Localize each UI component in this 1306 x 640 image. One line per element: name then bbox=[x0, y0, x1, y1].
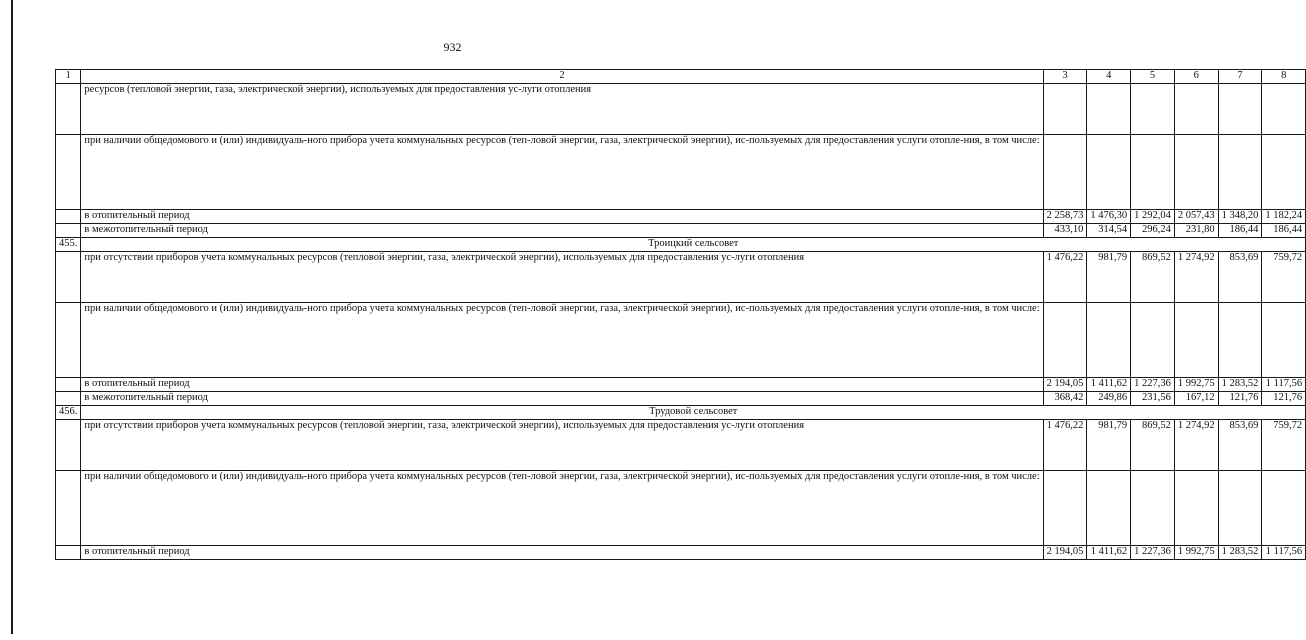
row-number-cell bbox=[56, 420, 81, 471]
value-cell bbox=[1131, 84, 1175, 135]
column-header: 6 bbox=[1174, 70, 1218, 84]
page-number: 932 bbox=[443, 40, 462, 54]
value-cell: 1 992,75 bbox=[1174, 378, 1218, 392]
tariff-table bbox=[55, 69, 1306, 560]
value-cell bbox=[1043, 84, 1087, 135]
value-cell bbox=[1087, 135, 1131, 210]
row-description: в межотопительный период bbox=[81, 224, 1043, 238]
value-cell: 121,76 bbox=[1262, 392, 1306, 406]
value-cell bbox=[1131, 471, 1175, 546]
value-cell bbox=[1174, 303, 1218, 378]
value-cell: 981,79 bbox=[1087, 252, 1131, 303]
row-number-cell bbox=[56, 252, 81, 303]
value-cell bbox=[1262, 471, 1306, 546]
value-cell bbox=[1043, 135, 1087, 210]
value-cell: 231,80 bbox=[1174, 224, 1218, 238]
value-cell bbox=[1174, 135, 1218, 210]
section-row bbox=[56, 406, 1306, 420]
value-cell: 853,69 bbox=[1218, 420, 1262, 471]
row-number-cell bbox=[56, 392, 81, 406]
value-cell: 186,44 bbox=[1262, 224, 1306, 238]
value-cell bbox=[1174, 471, 1218, 546]
value-cell: 231,56 bbox=[1131, 392, 1175, 406]
table-row bbox=[56, 303, 1306, 378]
value-cell bbox=[1218, 471, 1262, 546]
table-row bbox=[56, 224, 1306, 238]
table-row bbox=[56, 546, 1306, 560]
value-cell bbox=[1218, 135, 1262, 210]
row-number-cell bbox=[56, 303, 81, 378]
header-row bbox=[56, 70, 1306, 84]
value-cell: 167,12 bbox=[1174, 392, 1218, 406]
value-cell: 1 227,36 bbox=[1131, 546, 1175, 560]
value-cell bbox=[1131, 303, 1175, 378]
column-header: 8 bbox=[1262, 70, 1306, 84]
value-cell bbox=[1218, 84, 1262, 135]
page-binding-line bbox=[11, 0, 13, 634]
row-description: при отсутствии приборов учета коммунальных ресурсов (тепловой энергии, газа, электрической энергии), используемых для предоставления ус-луги отопления bbox=[81, 252, 1043, 303]
value-cell: 186,44 bbox=[1218, 224, 1262, 238]
table-row bbox=[56, 252, 1306, 303]
row-description: при наличии общедомового и (или) индивидуаль-ного прибора учета коммунальных ресурсов (теп-ловой энергии, газа, электрической энергии), ис-пользуемых для предоставления услуги отопле-ния, в том числе: bbox=[81, 135, 1043, 210]
value-cell: 1 476,22 bbox=[1043, 252, 1087, 303]
value-cell: 2 258,73 bbox=[1043, 210, 1087, 224]
column-header: 2 bbox=[81, 70, 1043, 84]
row-description: в отопительный период bbox=[81, 546, 1043, 560]
row-number-cell bbox=[56, 224, 81, 238]
value-cell: 433,10 bbox=[1043, 224, 1087, 238]
value-cell: 296,24 bbox=[1131, 224, 1175, 238]
value-cell: 759,72 bbox=[1262, 420, 1306, 471]
row-description: в межотопительный период bbox=[81, 392, 1043, 406]
section-row bbox=[56, 238, 1306, 252]
value-cell: 1 117,56 bbox=[1262, 378, 1306, 392]
table-row bbox=[56, 378, 1306, 392]
value-cell: 869,52 bbox=[1131, 420, 1175, 471]
value-cell bbox=[1087, 84, 1131, 135]
value-cell bbox=[1087, 303, 1131, 378]
row-number-cell bbox=[56, 378, 81, 392]
value-cell: 1 476,22 bbox=[1043, 420, 1087, 471]
section-title: Троицкий сельсовет bbox=[81, 238, 1306, 252]
value-cell: 1 292,04 bbox=[1131, 210, 1175, 224]
value-cell: 2 194,05 bbox=[1043, 378, 1087, 392]
table-row bbox=[56, 135, 1306, 210]
value-cell: 1 117,56 bbox=[1262, 546, 1306, 560]
value-cell: 1 348,20 bbox=[1218, 210, 1262, 224]
value-cell: 1 274,92 bbox=[1174, 420, 1218, 471]
value-cell: 1 227,36 bbox=[1131, 378, 1175, 392]
value-cell bbox=[1262, 135, 1306, 210]
table-row bbox=[56, 84, 1306, 135]
value-cell: 759,72 bbox=[1262, 252, 1306, 303]
value-cell: 869,52 bbox=[1131, 252, 1175, 303]
value-cell bbox=[1131, 135, 1175, 210]
row-number-cell bbox=[56, 471, 81, 546]
value-cell bbox=[1218, 303, 1262, 378]
value-cell: 853,69 bbox=[1218, 252, 1262, 303]
column-header: 4 bbox=[1087, 70, 1131, 84]
section-number: 455. bbox=[56, 238, 81, 252]
table-row bbox=[56, 210, 1306, 224]
table-row bbox=[56, 420, 1306, 471]
value-cell bbox=[1043, 303, 1087, 378]
value-cell: 368,42 bbox=[1043, 392, 1087, 406]
value-cell: 121,76 bbox=[1218, 392, 1262, 406]
value-cell bbox=[1087, 471, 1131, 546]
column-header: 7 bbox=[1218, 70, 1262, 84]
value-cell bbox=[1262, 84, 1306, 135]
value-cell bbox=[1174, 84, 1218, 135]
value-cell: 1 476,30 bbox=[1087, 210, 1131, 224]
section-title: Трудовой сельсовет bbox=[81, 406, 1306, 420]
value-cell: 981,79 bbox=[1087, 420, 1131, 471]
row-number-cell bbox=[56, 210, 81, 224]
value-cell: 1 411,62 bbox=[1087, 546, 1131, 560]
column-header: 5 bbox=[1131, 70, 1175, 84]
column-header: 1 bbox=[56, 70, 81, 84]
value-cell: 1 283,52 bbox=[1218, 546, 1262, 560]
value-cell: 2 194,05 bbox=[1043, 546, 1087, 560]
value-cell: 1 283,52 bbox=[1218, 378, 1262, 392]
row-number-cell bbox=[56, 546, 81, 560]
row-number-cell bbox=[56, 84, 81, 135]
row-description: в отопительный период bbox=[81, 210, 1043, 224]
row-description: при отсутствии приборов учета коммунальных ресурсов (тепловой энергии, газа, электрической энергии), используемых для предоставления ус-луги отопления bbox=[81, 420, 1043, 471]
row-description: ресурсов (тепловой энергии, газа, электрической энергии), используемых для предоставления ус-луги отопления bbox=[81, 84, 1043, 135]
row-description: в отопительный период bbox=[81, 378, 1043, 392]
value-cell: 249,86 bbox=[1087, 392, 1131, 406]
row-description: при наличии общедомового и (или) индивидуаль-ного прибора учета коммунальных ресурсов (теп-ловой энергии, газа, электрической энергии), ис-пользуемых для предоставления услуги отопле-ния, в том числе: bbox=[81, 471, 1043, 546]
row-number-cell bbox=[56, 135, 81, 210]
value-cell: 1 992,75 bbox=[1174, 546, 1218, 560]
value-cell bbox=[1262, 303, 1306, 378]
value-cell: 1 182,24 bbox=[1262, 210, 1306, 224]
value-cell: 314,54 bbox=[1087, 224, 1131, 238]
value-cell: 1 274,92 bbox=[1174, 252, 1218, 303]
value-cell: 2 057,43 bbox=[1174, 210, 1218, 224]
row-description: при наличии общедомового и (или) индивидуаль-ного прибора учета коммунальных ресурсов (теп-ловой энергии, газа, электрической энергии), ис-пользуемых для предоставления услуги отопле-ния, в том числе: bbox=[81, 303, 1043, 378]
column-header: 3 bbox=[1043, 70, 1087, 84]
table-row bbox=[56, 392, 1306, 406]
value-cell: 1 411,62 bbox=[1087, 378, 1131, 392]
value-cell bbox=[1043, 471, 1087, 546]
section-number: 456. bbox=[56, 406, 81, 420]
table-row bbox=[56, 471, 1306, 546]
